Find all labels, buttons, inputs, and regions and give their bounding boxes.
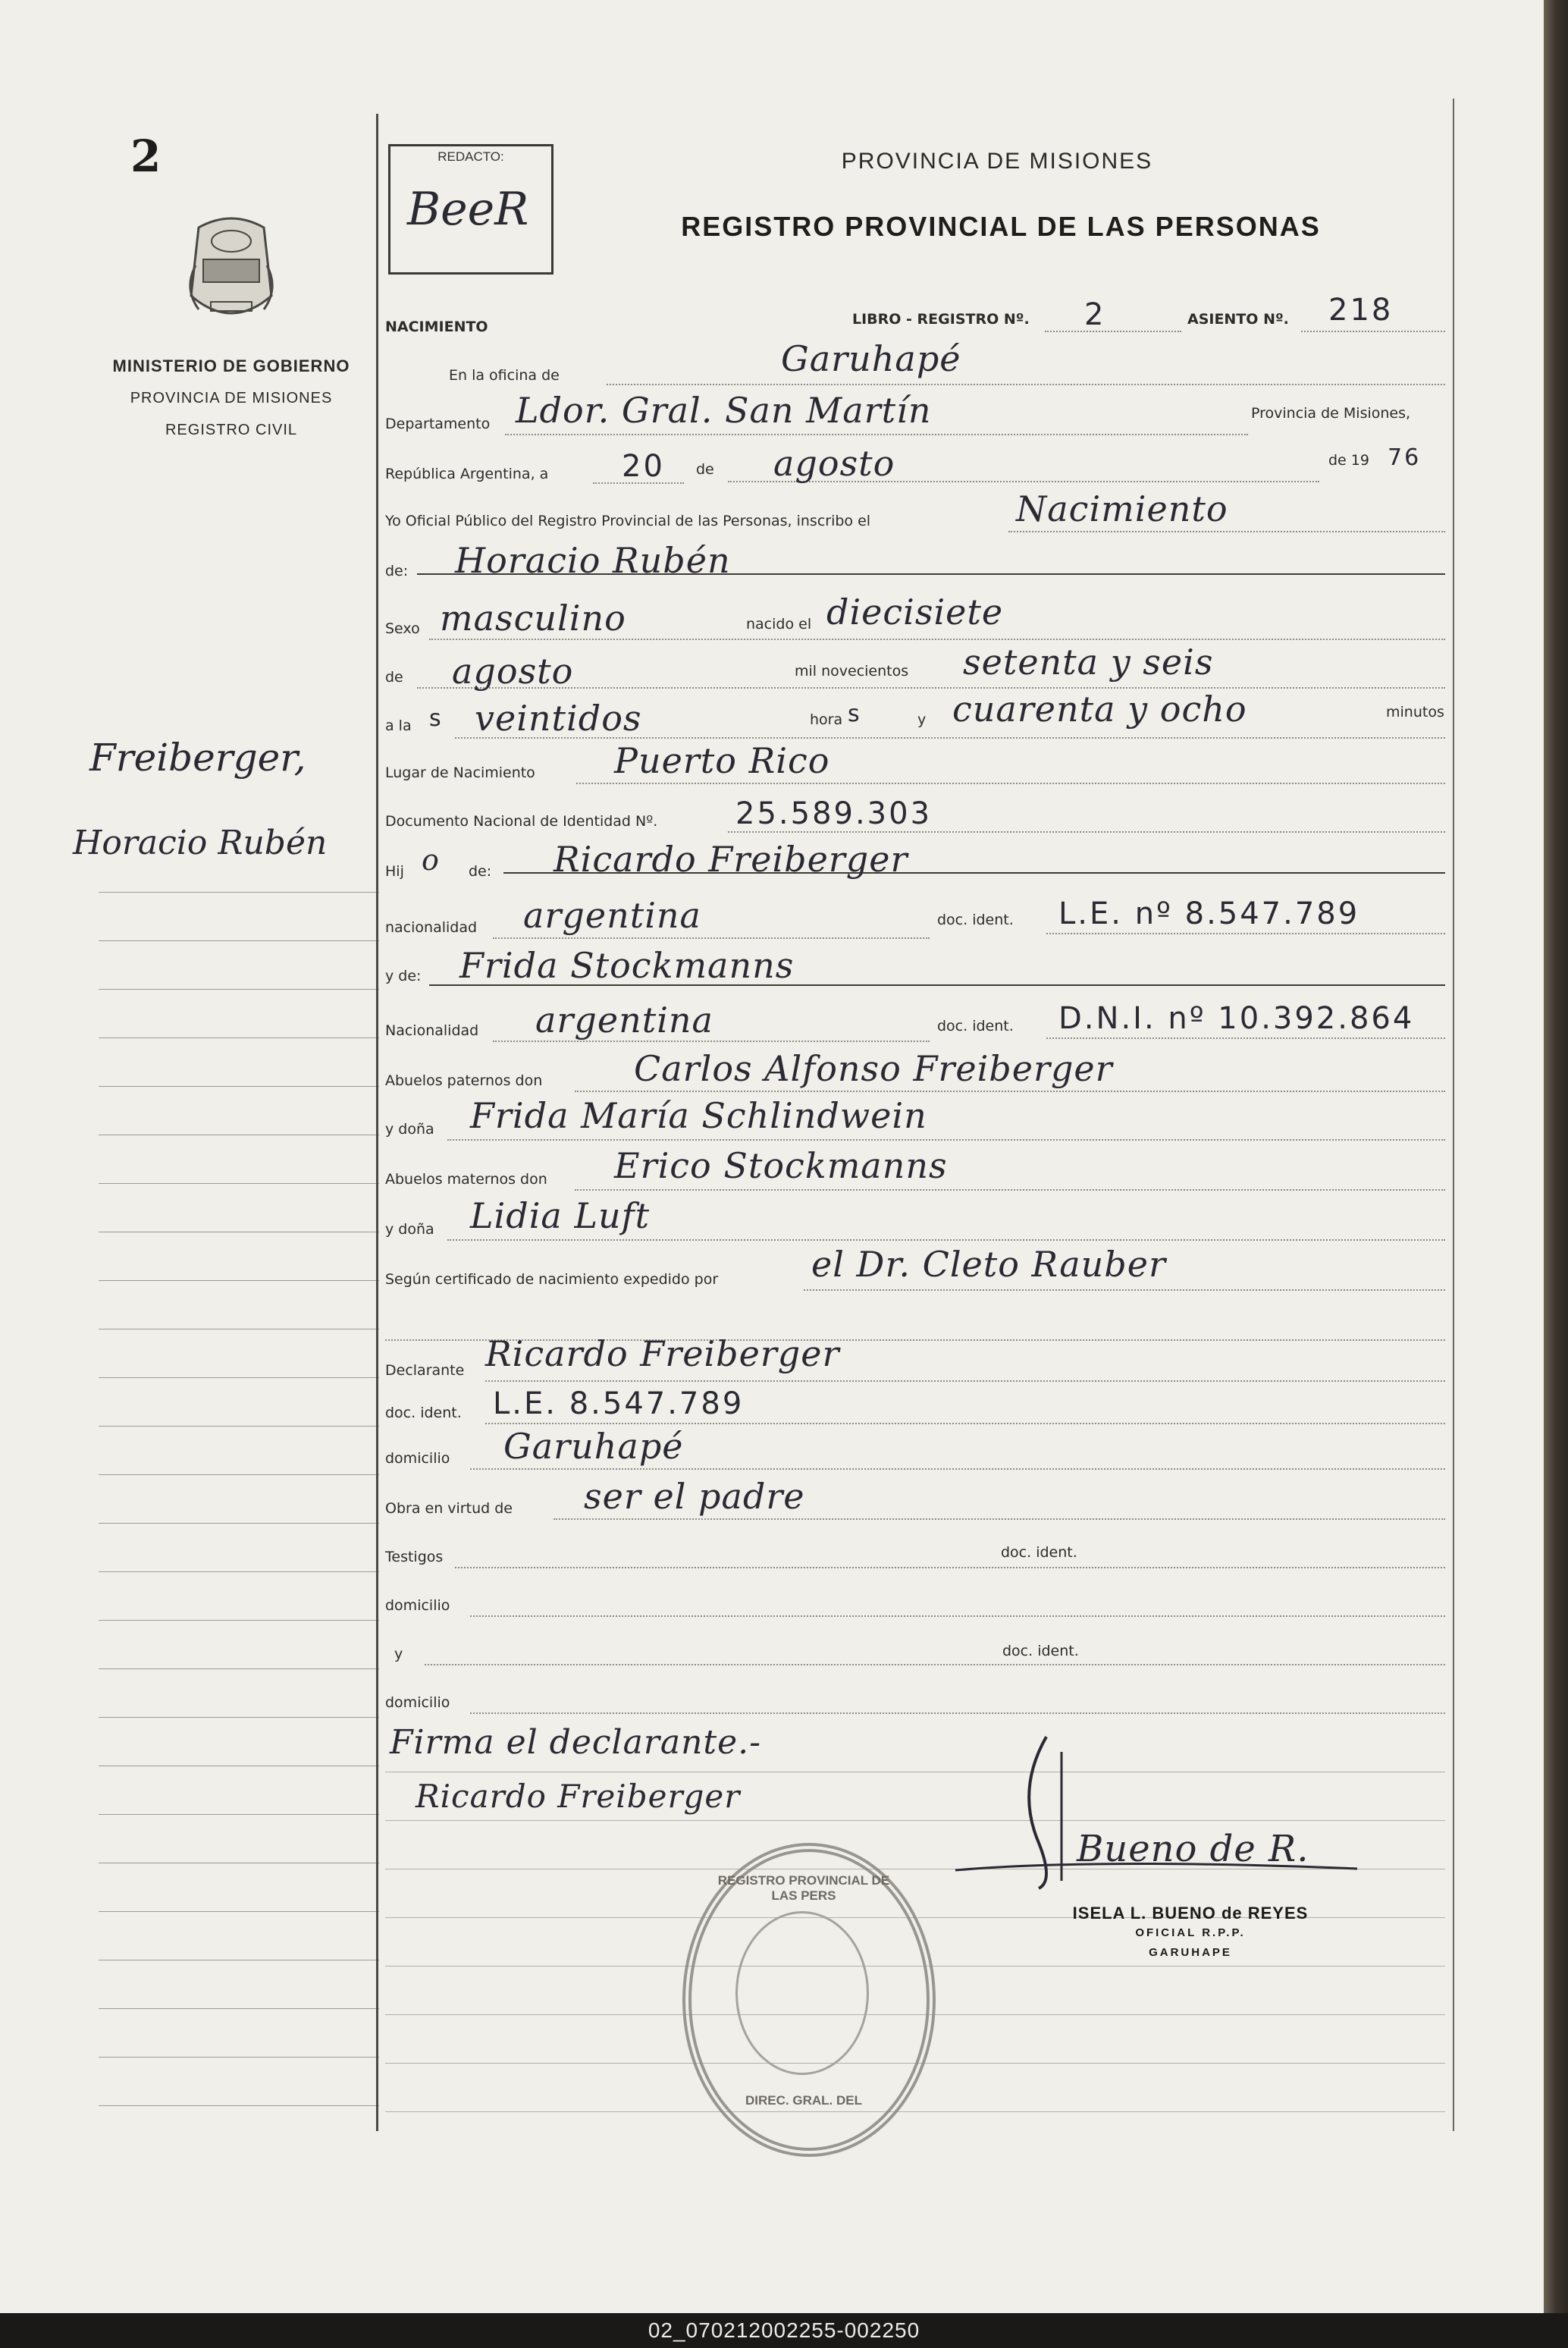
y-label: y [917, 711, 927, 728]
libro-value: 2 [1084, 297, 1106, 332]
de-nombre-label: de: [385, 563, 409, 579]
registry-title: REGISTRO PROVINCIAL DE LAS PERSONAS [681, 211, 1321, 242]
nacionalidad-madre-value: argentina [535, 1000, 713, 1041]
nacido-dia-value: diecisiete [826, 592, 1004, 633]
abuelos-maternos-label: Abuelos maternos don [385, 1171, 547, 1188]
nombre-value: Horacio Rubén [455, 540, 731, 581]
redacto-initials: BeeR [407, 183, 529, 236]
horas-label: hora [810, 711, 843, 728]
margin-divider [376, 114, 378, 2131]
de2-label: de [385, 669, 403, 686]
abuela-paterna-value: Frida María Schlindwein [470, 1095, 927, 1136]
dni-label: Documento Nacional de Identidad Nº. [385, 813, 658, 830]
sexo-label: Sexo [385, 620, 420, 637]
domicilio-value: Garuhapé [503, 1426, 684, 1467]
officer-signature: Bueno de R. [1077, 1828, 1309, 1870]
domicilio-label: domicilio [385, 1450, 450, 1467]
registry-seal-inner [735, 1911, 869, 2075]
nacionalidad-padre-label: nacionalidad [385, 919, 478, 936]
page-number: 2 [130, 130, 162, 182]
oficina-value: Garuhapé [781, 338, 961, 379]
nacido-mes-value: agosto [452, 651, 574, 692]
hora-value: veintidos [475, 698, 642, 739]
coat-of-arms-seal [176, 212, 287, 334]
image-caption: 02_070212002255-002250 [648, 2318, 920, 2342]
sexo-value: masculino [440, 598, 626, 639]
officer-name-stamp [1024, 1904, 1357, 1963]
abuelos-paternos-label: Abuelos paternos don [385, 1072, 543, 1089]
y-testigo-label: y [394, 1646, 403, 1662]
stamp-top-text: REGISTRO PROVINCIAL DE LAS PERS [717, 1873, 890, 1903]
doc-declarante-label: doc. ident. [385, 1405, 462, 1421]
testigos-label: Testigos [385, 1549, 444, 1565]
redacto-label: REDACTO: [437, 149, 504, 164]
doc-madre-label: doc. ident. [937, 1018, 1014, 1034]
doc-testigo-1-label: doc. ident. [1001, 1544, 1077, 1561]
doc-padre-value: L.E. nº 8.547.789 [1058, 896, 1360, 931]
y-de-label: y de: [385, 968, 422, 984]
doc-testigo-2-label: doc. ident. [1002, 1643, 1079, 1659]
doc-padre-label: doc. ident. [937, 912, 1014, 928]
officer-name: ISELA L. BUENO de REYES [1072, 1904, 1309, 1923]
minutos-value: cuarenta y ocho [952, 689, 1247, 730]
acto-value: Nacimiento [1016, 488, 1228, 529]
officer-place: GARUHAPE [1149, 1946, 1232, 1959]
mes-value: agosto [773, 443, 895, 484]
padre-value: Ricardo Freiberger [554, 839, 908, 880]
oficial-label: Yo Oficial Público del Registro Provincial de las Personas, inscribo el [385, 513, 871, 529]
book-binding-edge [1544, 0, 1568, 2313]
ministry-heading [99, 350, 364, 446]
hijo-o: o [422, 843, 440, 877]
dni-value: 25.589.303 [735, 796, 933, 831]
firma-note: Firma el declarante.- [390, 1723, 762, 1762]
a-la-label: a la [385, 717, 412, 734]
libro-label: LIBRO - REGISTRO Nº. [852, 311, 1030, 328]
de-label: de [696, 461, 714, 478]
anio-value: 76 [1388, 444, 1422, 471]
dia-value: 20 [622, 449, 665, 484]
nacionalidad-padre-value: argentina [523, 895, 701, 936]
ministry-province: PROVINCIA DE MISIONES [130, 390, 333, 407]
republica-label: República Argentina, a [385, 466, 549, 482]
departamento-value: Ldor. Gral. San Martín [516, 390, 932, 431]
minutos-label: minutos [1386, 704, 1444, 720]
asiento-value: 218 [1328, 293, 1394, 328]
abuelo-materno-value: Erico Stockmanns [614, 1145, 948, 1186]
y-dona-1-label: y doña [385, 1121, 434, 1138]
abuelo-paterno-value: Carlos Alfonso Freiberger [634, 1048, 1113, 1089]
abuela-materna-value: Lidia Luft [470, 1195, 651, 1236]
doc-madre-value: D.N.I. nº 10.392.864 [1058, 1001, 1415, 1036]
a-la-s: s [429, 705, 444, 732]
asiento-label: ASIENTO Nº. [1187, 311, 1289, 328]
domicilio-testigo-2-label: domicilio [385, 1694, 450, 1711]
oficina-label: En la oficina de [449, 367, 560, 384]
right-border-rule [1453, 99, 1454, 2131]
officer-title: OFICIAL R.P.P. [1135, 1926, 1246, 1939]
province-title: PROVINCIA DE MISIONES [841, 149, 1153, 174]
hijo-label: Hij [385, 863, 404, 880]
margin-note-surname: Freiberger, [89, 736, 306, 780]
nacido-anio-value: setenta y seis [963, 642, 1214, 683]
declarante-value: Ricardo Freiberger [485, 1333, 840, 1374]
officer-signature-scribble [948, 1729, 1372, 1896]
lugar-value: Puerto Rico [614, 740, 830, 781]
y-dona-2-label: y doña [385, 1221, 434, 1238]
declarante-label: Declarante [385, 1362, 465, 1379]
doc-declarante-value: L.E. 8.547.789 [493, 1386, 745, 1421]
lugar-label: Lugar de Nacimiento [385, 764, 535, 781]
madre-value: Frida Stockmanns [459, 945, 795, 986]
nacido-label: nacido el [746, 616, 812, 633]
provincia-label: Provincia de Misiones, [1251, 405, 1411, 422]
mil-novecientos-label: mil novecientos [795, 663, 909, 680]
domicilio-testigo-1-label: domicilio [385, 1597, 450, 1614]
declarant-signature: Ricardo Freiberger [416, 1778, 741, 1815]
obra-label: Obra en virtud de [385, 1500, 513, 1517]
nacionalidad-madre-label: Nacionalidad [385, 1022, 479, 1039]
departamento-label: Departamento [385, 416, 491, 432]
anio-label: de 19 [1328, 452, 1369, 469]
redacto-box [388, 144, 554, 275]
certificado-value: el Dr. Cleto Rauber [811, 1244, 1166, 1285]
hijo-de-label: de: [469, 863, 492, 880]
margin-note-given-names: Horacio Rubén [73, 824, 328, 862]
stamp-bottom-text: DIREC. GRAL. DEL [745, 2093, 862, 2108]
horas-s: s [848, 701, 862, 727]
obra-value: ser el padre [584, 1476, 805, 1517]
certificado-label: Según certificado de nacimiento expedido por [385, 1271, 719, 1288]
ministry-name: MINISTERIO DE GOBIERNO [112, 356, 350, 375]
ministry-registry: REGISTRO CIVIL [165, 422, 298, 438]
record-type-label: NACIMIENTO [385, 319, 488, 335]
